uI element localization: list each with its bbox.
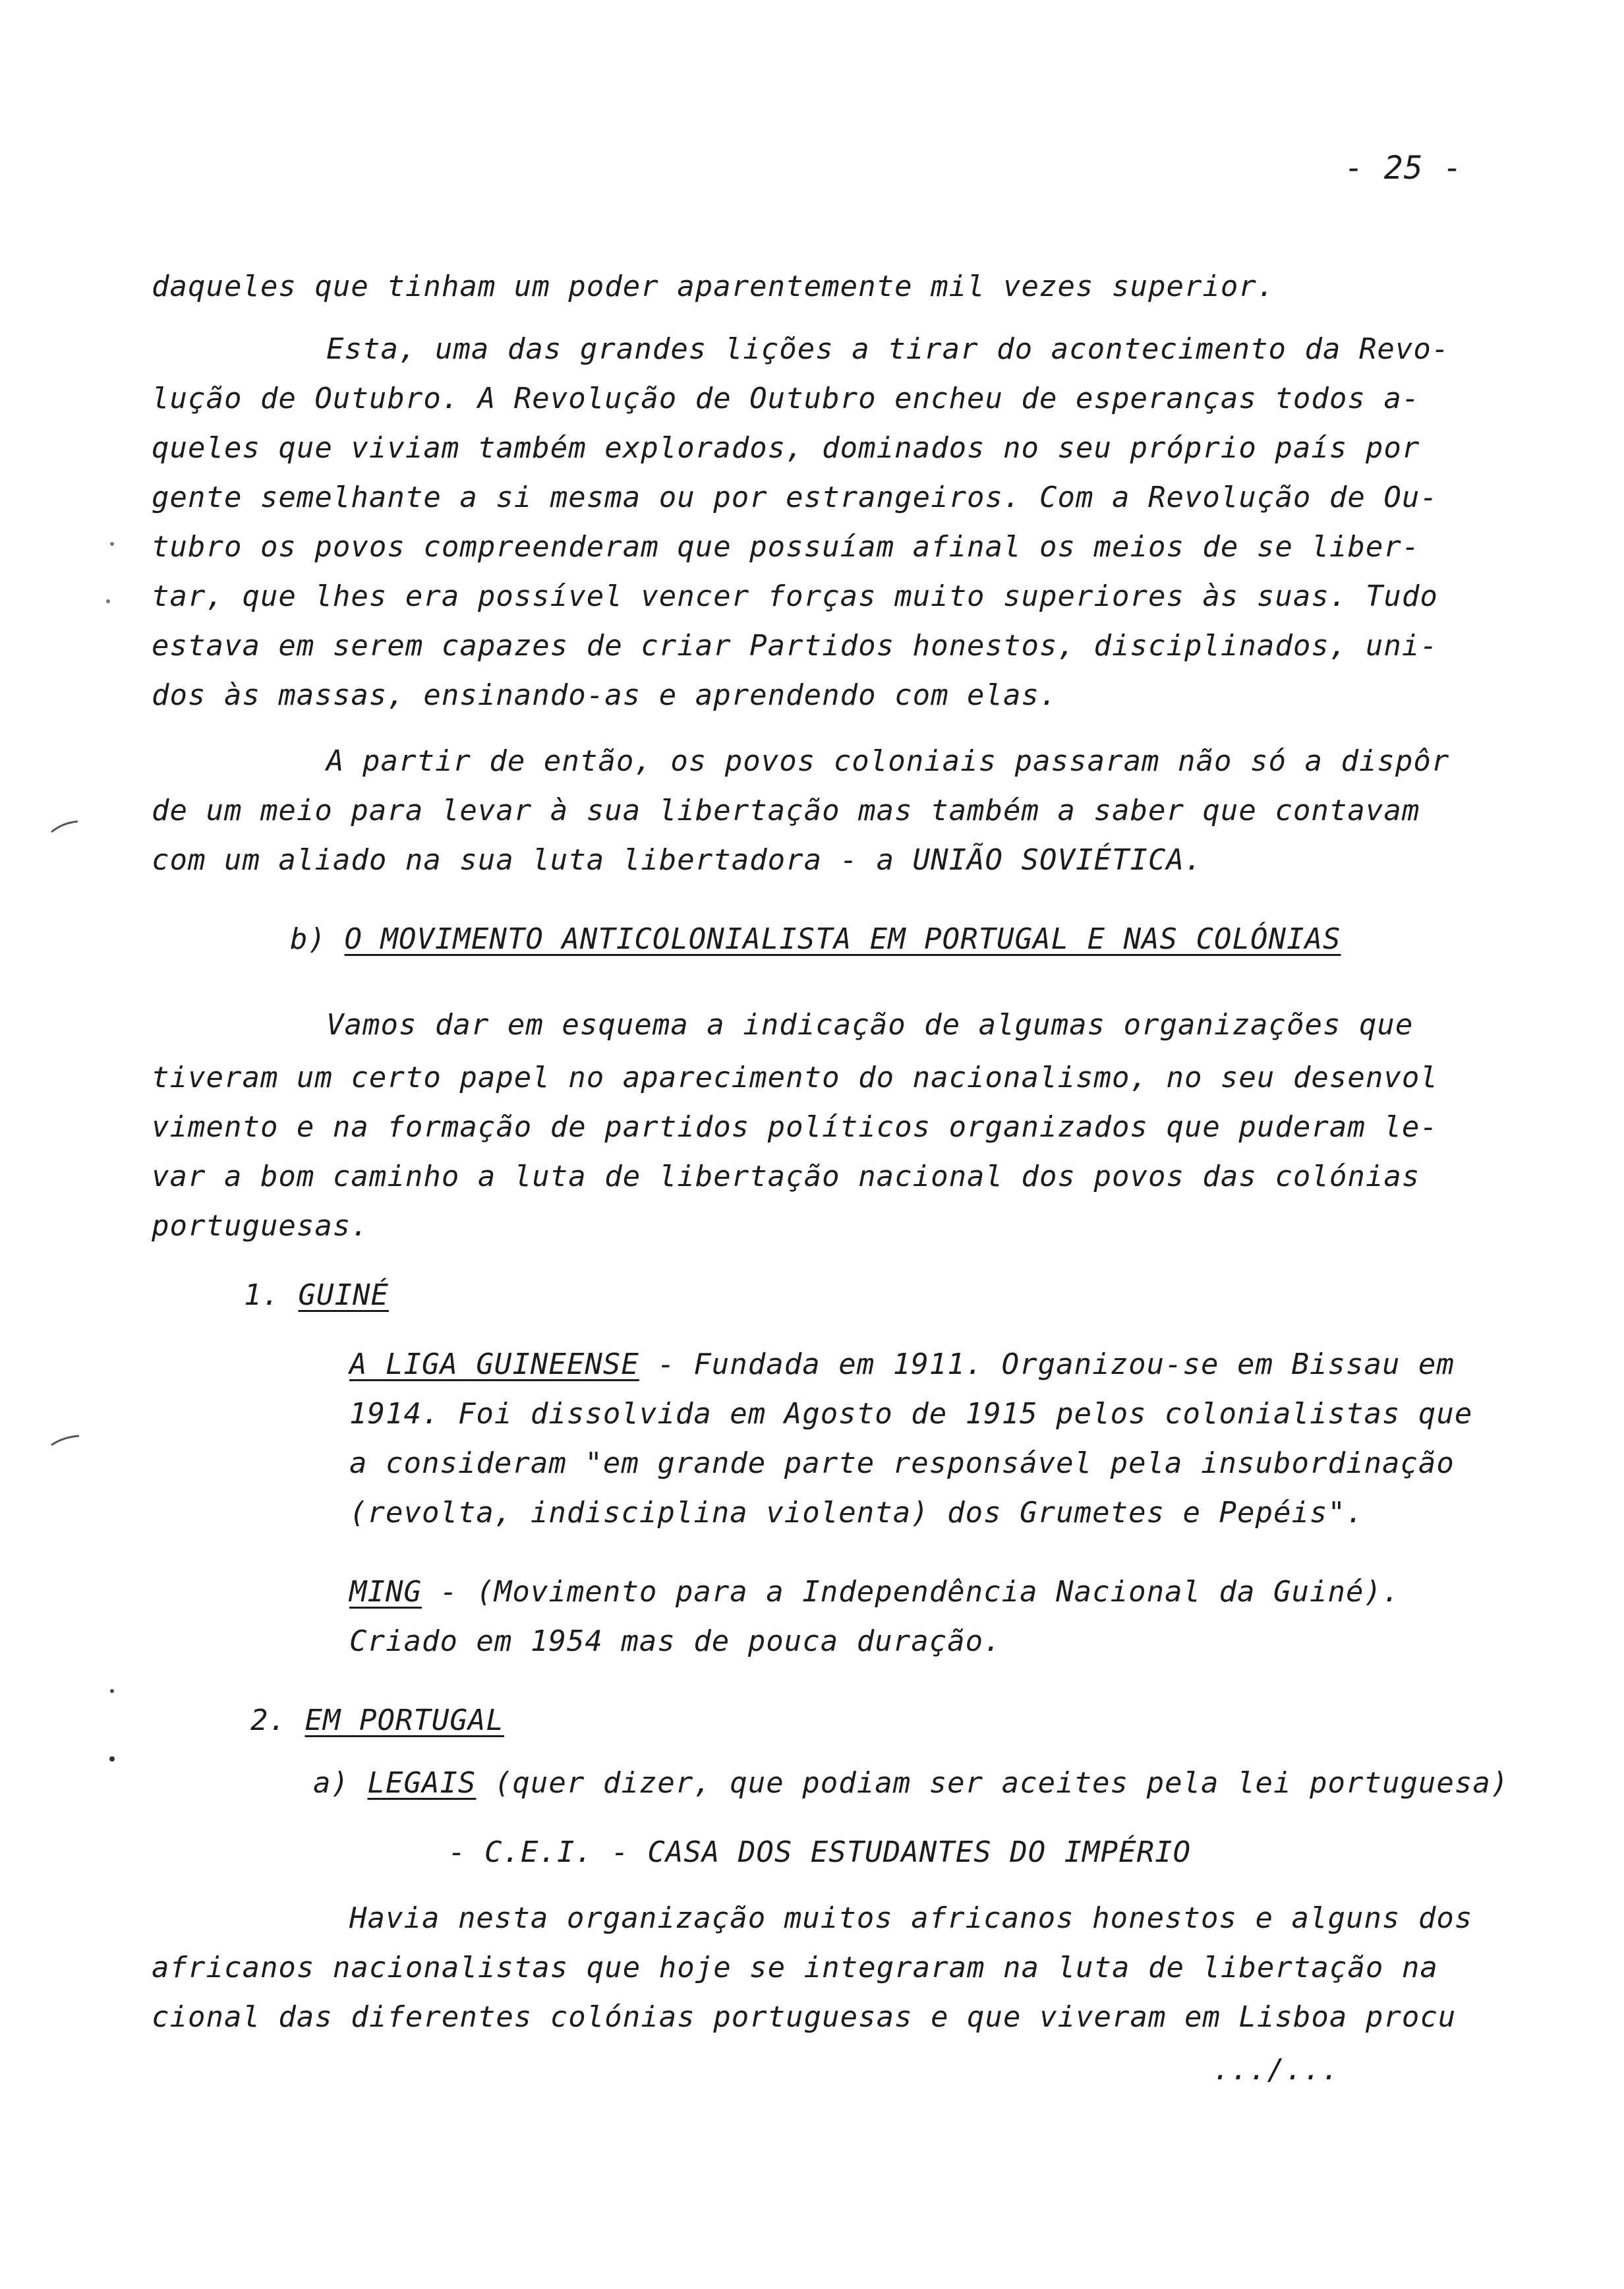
item-title: EM PORTUGAL [304, 1704, 504, 1737]
continuation-line: daqueles que tinham um poder aparentemente mil vezes superior. [152, 270, 1275, 303]
continuation-marker: .../... [1213, 2053, 1340, 2087]
margin-mark [109, 1756, 115, 1762]
paragraph-line: Vamos dar em esquema a indicação de algumas organizações que [326, 1008, 1414, 1042]
paragraph-line: lução de Outubro. A Revolução de Outubro encheu de esperanças todos a- [152, 382, 1420, 415]
margin-mark [106, 599, 110, 603]
margin-mark [51, 821, 78, 832]
paragraph-line: vimento e na formação de partidos políticos organizados que puderam le- [152, 1110, 1438, 1144]
paragraph-line: africanos nacionalistas que hoje se integraram na luta de libertação na [152, 1951, 1438, 1984]
paragraph-line: queles que viviam também explorados, dominados no seu próprio país por [152, 431, 1420, 465]
paragraph-line: gente semelhante a si mesma ou por estrangeiros. Com a Revolução de Ou- [152, 481, 1438, 514]
subitem-prefix: a) [313, 1766, 368, 1800]
paragraph-line: cional das diferentes colónias portuguesas e que viveram em Lisboa procu [152, 2000, 1457, 2034]
paragraph-line: dos às massas, ensinando-as e aprendendo com elas. [152, 678, 1058, 712]
paragraph-line: estava em serem capazes de criar Partidos honestos, disciplinados, uni- [152, 629, 1438, 663]
ming-line [349, 1572, 1400, 1612]
section-heading-b [290, 920, 1341, 959]
ming-text: - (Movimento para a Independência Nacional da Guiné). [421, 1575, 1401, 1609]
organization-name: MING [349, 1575, 422, 1609]
margin-mark [51, 1436, 79, 1445]
paragraph-line: tar, que lhes era possível vencer forças muito superiores às suas. Tudo [152, 580, 1438, 613]
paragraph-line: A partir de então, os povos coloniais passaram não só a dispôr [326, 744, 1450, 778]
paragraph-line: tiveram um certo papel no aparecimento do nacionalismo, no seu desenvol [152, 1061, 1438, 1094]
liga-line: a consideram "em grande parte responsável pela insubordinação [349, 1446, 1455, 1480]
paragraph-line: portuguesas. [152, 1209, 369, 1243]
liga-text: - Fundada em 1911. Organizou-se em Bissau em [639, 1348, 1455, 1381]
section-title: O MOVIMENTO ANTICOLONIALISTA EM PORTUGAL E NAS COLÓNIAS [344, 922, 1341, 956]
paragraph-line: Esta, uma das grandes lições a tirar do acontecimento da Revo- [326, 332, 1450, 366]
subitem-text: (quer dizer, que podiam ser aceites pela lei portuguesa) [476, 1766, 1509, 1800]
paragraph-line: var a bom caminho a luta de libertação nacional dos povos das colónias [152, 1160, 1420, 1193]
item-heading-guine [244, 1276, 389, 1315]
organization-name: A LIGA GUINEENSE [349, 1348, 639, 1381]
liga-line: (revolta, indisciplina violenta) dos Grumetes e Pepéis". [349, 1496, 1364, 1530]
liga-line [349, 1345, 1455, 1384]
section-prefix: b) [290, 922, 345, 956]
liga-line: 1914. Foi dissolvida em Agosto de 1915 pelos colonialistas que [349, 1397, 1473, 1431]
margin-mark [110, 1689, 114, 1693]
page-number: - 25 - [1345, 150, 1463, 187]
item-number: 2. [250, 1704, 305, 1737]
subitem-title: LEGAIS [367, 1766, 477, 1800]
paragraph-line: tubro os povos compreenderam que possuíam afinal os meios de se liber- [152, 530, 1420, 564]
ming-line: Criado em 1954 mas de pouca duração. [349, 1624, 1002, 1658]
item-number: 1. [244, 1278, 299, 1312]
cei-line: - C.E.I. - CASA DOS ESTUDANTES DO IMPÉRIO [448, 1835, 1192, 1869]
paragraph-line: de um meio para levar à sua libertação mas também a saber que contavam [152, 794, 1420, 827]
paragraph-line: com um aliado na sua luta libertadora - a UNIÃO SOVIÉTICA. [152, 843, 1203, 877]
item-title: GUINÉ [298, 1278, 389, 1312]
item-heading-portugal [250, 1701, 504, 1740]
legais-line [313, 1764, 1509, 1803]
margin-mark [110, 542, 114, 546]
paragraph-line: Havia nesta organização muitos africanos honestos e alguns dos [349, 1901, 1473, 1935]
